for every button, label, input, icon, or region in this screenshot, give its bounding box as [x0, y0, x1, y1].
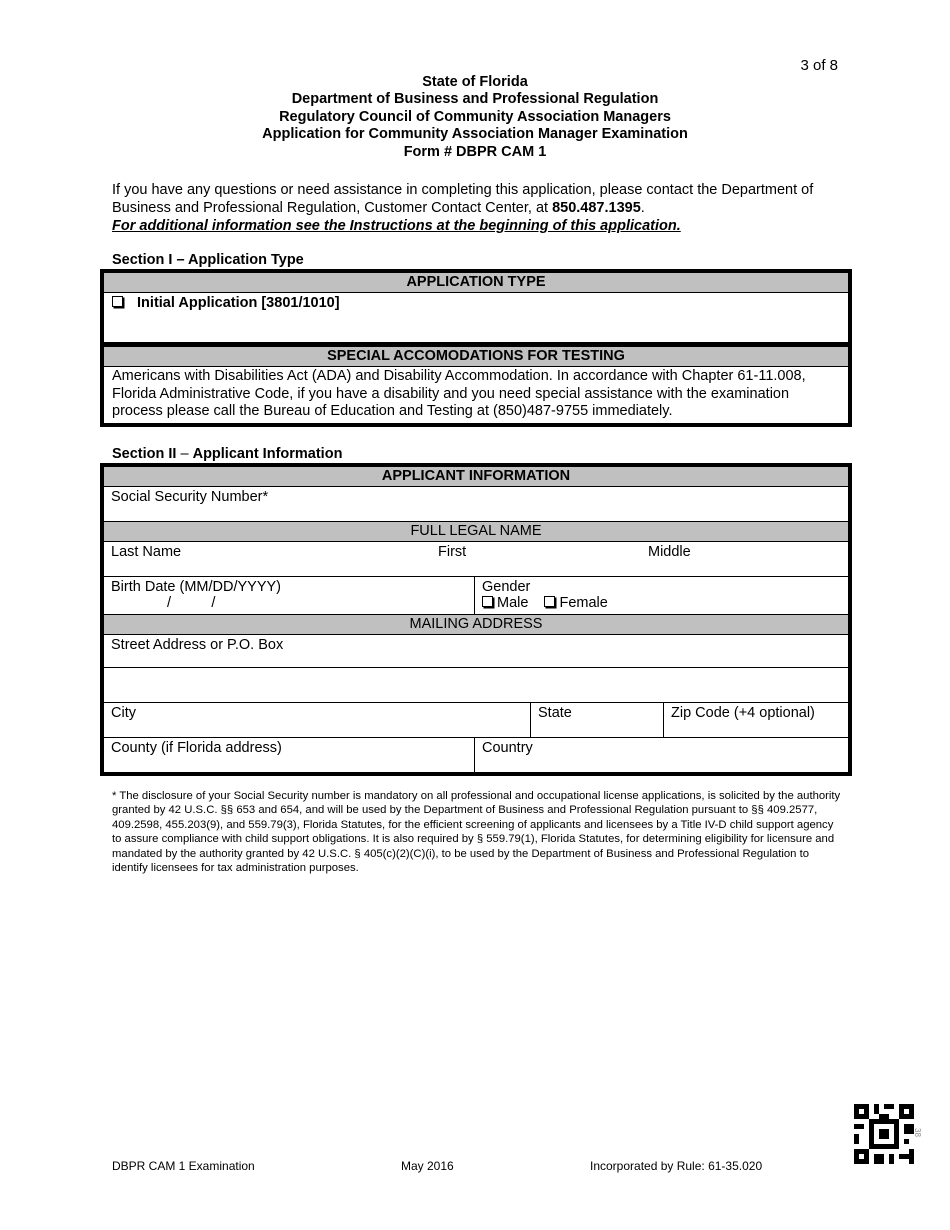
street-address-line2-field[interactable] — [104, 668, 848, 702]
special-accommodations-header: SPECIAL ACCOMODATIONS FOR TESTING — [104, 346, 848, 367]
mailing-address-header: MAILING ADDRESS — [104, 614, 848, 635]
name-field[interactable] — [104, 542, 848, 576]
gender-field — [474, 577, 848, 614]
first-name-label: First — [438, 544, 467, 560]
section2-title — [112, 446, 342, 462]
street-address-field[interactable] — [104, 635, 848, 667]
male-checkbox[interactable] — [482, 596, 493, 607]
initial-application-row — [104, 293, 848, 342]
county-label: County (if Florida address) — [111, 740, 282, 756]
initial-application-label: Initial Application [3801/1010] — [137, 295, 340, 311]
last-name-label: Last Name — [111, 544, 182, 560]
street-address-label: Street Address or P.O. Box — [111, 637, 284, 653]
header-council: Regulatory Council of Community Association Managers — [279, 108, 671, 125]
full-legal-name-header: FULL LEGAL NAME — [104, 521, 848, 542]
ssn-label: Social Security Number* — [111, 489, 269, 505]
section1-title: Section I – Application Type — [112, 252, 304, 268]
footer-date: May 2016 — [401, 1159, 454, 1173]
zip-code-label: Zip Code (+4 optional) — [671, 705, 815, 721]
page-number: 3 of 8 — [800, 57, 838, 74]
birth-gender-row — [104, 577, 848, 614]
form-header — [0, 74, 950, 161]
state-field[interactable] — [530, 703, 663, 737]
intro-text: If you have any questions or need assistance in completing this application, please contact the Department of Business and Professional Regulation, Customer Contact Center, at — [112, 182, 814, 216]
county-field[interactable] — [104, 738, 474, 772]
header-state: State of Florida — [422, 74, 528, 90]
ssn-field[interactable] — [104, 487, 848, 521]
female-checkbox[interactable] — [544, 596, 555, 607]
city-state-zip-row — [104, 703, 848, 738]
birth-date-field[interactable] — [104, 577, 474, 614]
state-label: State — [538, 705, 572, 721]
birth-date-slashes: / / — [167, 595, 216, 611]
special-accommodations-text: Americans with Disabilities Act (ADA) and Disability Accommodation. In accordance with Chapter 61-11.008, Florida Administrative Code, if you have a disability and you need special assistance with the examination process please call the Bureau of Education and Testing at (850)487-9755 immediately. — [112, 368, 806, 419]
male-label: Male — [497, 595, 529, 611]
gender-label: Gender — [482, 579, 531, 595]
header-form-number: Form # DBPR CAM 1 — [403, 143, 547, 160]
application-type-header: APPLICATION TYPE — [104, 273, 848, 293]
applicant-information-header: APPLICANT INFORMATION — [104, 467, 848, 487]
applicant-information-table — [100, 463, 852, 776]
additional-info-note: For additional information see the Instructions at the beginning of this application. — [112, 218, 681, 234]
qr-code-number: 38 — [912, 1128, 922, 1137]
name-row — [104, 542, 848, 577]
ssn-disclosure-footnote: * The disclosure of your Social Security number is mandatory on all professional and occupational license applications, is solicited by the authority granted by 42 U.S.C. §§ 653 and 654, and will be used by the Department of Business and Professional Regulation pursuant to §§ 409.2577, 409.2598, 455.203(9), and 559.79(3), Florida Statutes, for the efficient screening of applicants and licensees by a Title IV-D child support agency to assure compliance with child support obligations. It is also required by § 559.79(1), Florida Statutes, for determining eligibility for licensure and mandated by the authority granted by 42 U.S.C. § 405(c)(2)(C)(i), to be used by the Department of Business and Professional Regulation to identify licensees for tax administration purposes. — [112, 790, 841, 875]
application-type-table — [100, 269, 852, 427]
middle-name-label: Middle — [648, 544, 691, 560]
section2-title-part1: Section II — [112, 446, 177, 462]
female-label: Female — [559, 595, 608, 611]
contact-phone: 850.487.1395 — [552, 200, 641, 216]
footer-rule: Incorporated by Rule: 61-35.020 — [590, 1159, 763, 1173]
city-label: City — [111, 705, 136, 721]
footer-form-name: DBPR CAM 1 Examination — [112, 1159, 255, 1173]
intro-paragraph — [112, 181, 842, 235]
initial-application-checkbox[interactable] — [112, 296, 123, 307]
zip-code-field[interactable] — [663, 703, 848, 737]
section2-title-part2: Applicant Information — [192, 446, 343, 462]
intro-period: . — [640, 200, 645, 216]
country-field[interactable] — [474, 738, 848, 772]
county-country-row — [104, 738, 848, 772]
header-department: Department of Business and Professional Regulation — [291, 91, 659, 108]
section2-title-dash: – — [176, 446, 193, 462]
qr-code-icon — [854, 1104, 914, 1164]
header-application-title: Application for Community Association Manager Examination — [262, 126, 688, 143]
country-label: Country — [482, 740, 533, 756]
birth-date-label: Birth Date (MM/DD/YYYY) — [111, 579, 281, 595]
city-field[interactable] — [104, 703, 530, 737]
